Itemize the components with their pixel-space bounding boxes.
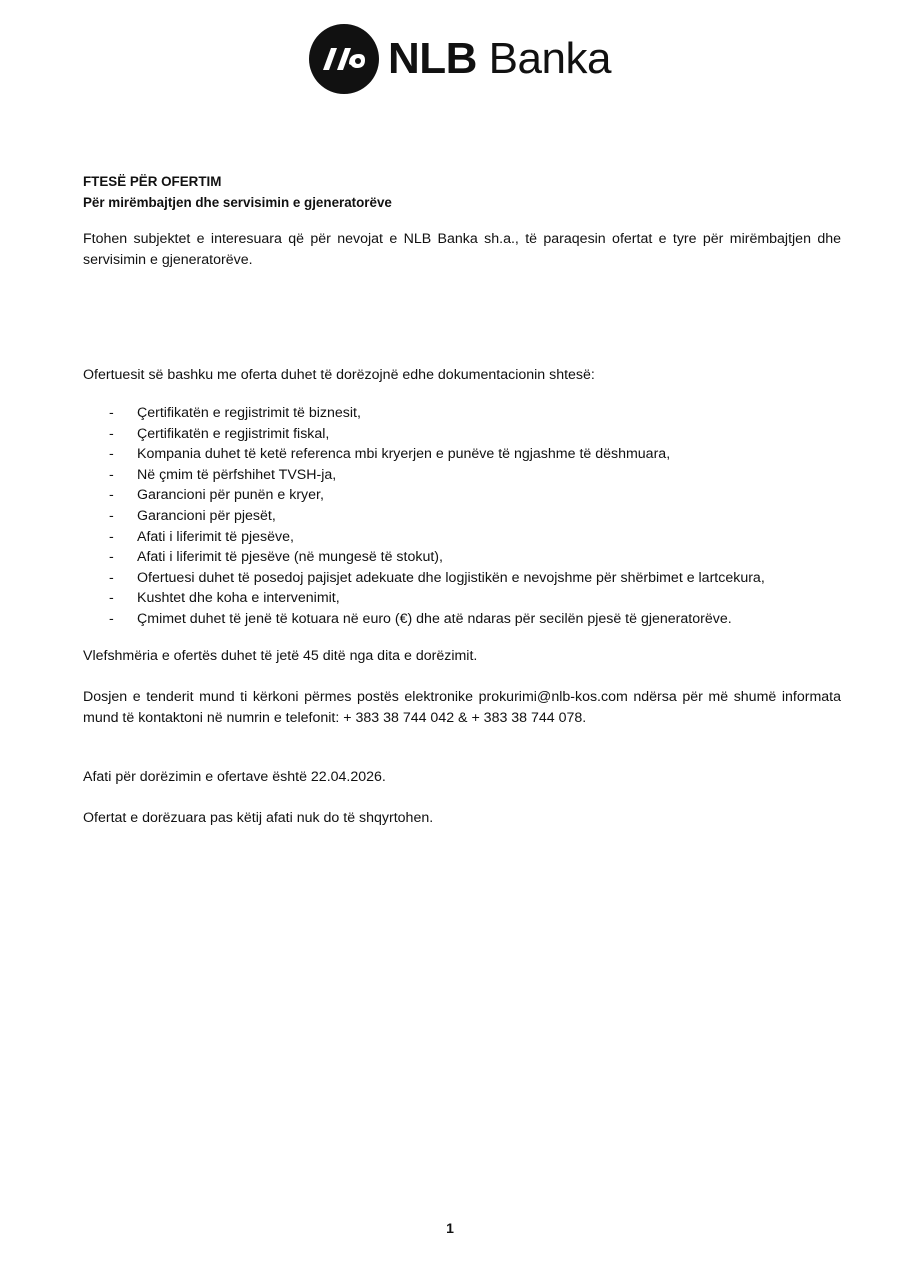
brand-name [388,34,611,83]
list-item: - Kushtet dhe koha e intervenimit, [83,588,841,609]
brand-bold: NLB [388,34,477,83]
document-subtitle: Për mirëmbajtjen dhe servisimin e gjeneratorëve [83,195,392,210]
validity-paragraph: Vlefshmëria e ofertës duhet të jetë 45 ditë nga dita e dorëzimit. [83,647,478,664]
document-title: FTESË PËR OFERTIM [83,174,222,189]
list-item: - Garancioni për pjesët, [83,506,841,527]
page-number: 1 [446,1220,454,1236]
list-item: - Çmimet duhet të jenë të kotuara në euro (€) dhe atë ndaras për secilën pjesë të gjeneratorëve. [83,609,841,630]
list-item: - Ofertuesi duhet të posedoj pajisjet adekuate dhe logjistikën e nevojshme për shërbimet e lartcekura, [83,568,841,589]
list-item: - Garancioni për punën e kryer, [83,485,841,506]
nlb-logo-mark-icon [309,24,379,94]
document-body [83,171,841,829]
list-item: - Çertifikatën e regjistrimit fiskal, [83,424,841,445]
intro-paragraph: Ftohen subjektet e interesuara që për nevojat e NLB Banka sh.a., të paraqesin ofertat e tyre për mirëmbajtjen dhe servisimin e gjeneratorëve. [83,231,841,268]
documentation-intro: Ofertuesit së bashku me oferta duhet të dorëzojnë edhe dokumentacionin shtesë: [83,367,595,383]
dossier-paragraph: Dosjen e tenderit mund ti kërkoni përmes postës elektronike prokurimi@nlb-kos.com ndërsa për më shumë informata mund të kontaktoni në numrin e telefonit: + 383 38 744 042 & + 383 38 744 078. [83,688,841,726]
late-submission-note: Ofertat e dorëzuara pas këtij afati nuk do të shqyrtohen. [83,809,434,826]
list-item: - Afati i liferimit të pjesëve (në mungesë të stokut), [83,547,841,568]
nlb-banka-logo [309,24,611,94]
brand-light: Banka [488,34,611,83]
deadline-paragraph: Afati për dorëzimin e ofertave është 22.04.2026. [83,768,386,785]
list-item: - Afati i liferimit të pjesëve, [83,527,841,548]
list-item: - Kompania duhet të ketë referenca mbi kryerjen e punëve të ngjashme të dëshmuara, [83,444,841,465]
list-item: - Çertifikatën e regjistrimit të biznesit, [83,403,841,424]
requirements-list [83,403,841,630]
list-item: - Në çmim të përfshihet TVSH-ja, [83,465,841,486]
